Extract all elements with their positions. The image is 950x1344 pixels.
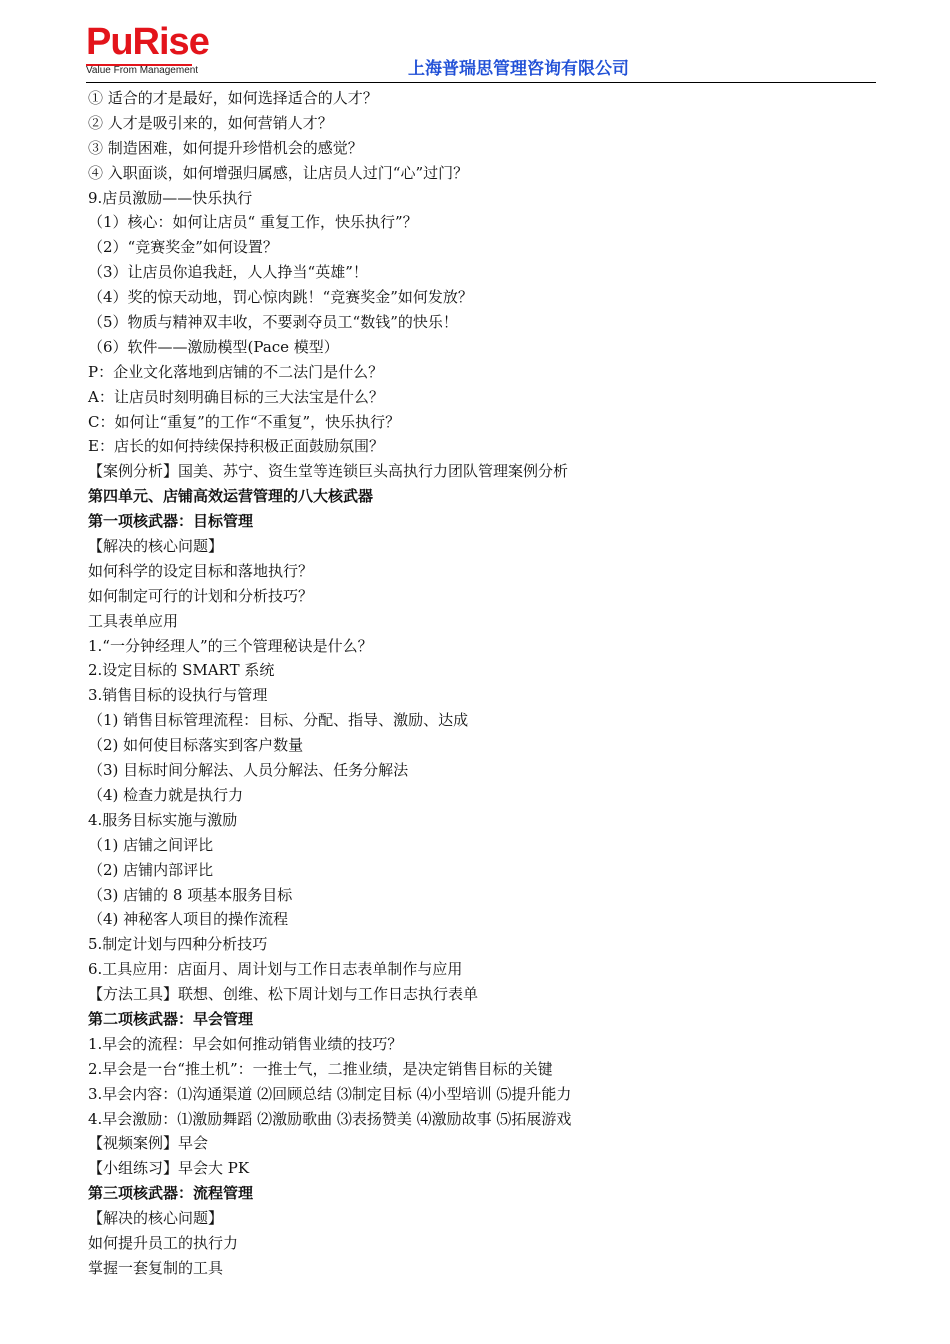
text-line: 6.工具应用：店面月、周计划与工作日志表单制作与应用 xyxy=(88,960,463,979)
text-line: 3.早会内容：⑴沟通渠道 ⑵回顾总结 ⑶制定目标 ⑷小型培训 ⑸提升能力 xyxy=(88,1084,572,1103)
text-line: 4.服务目标实施与激励 xyxy=(88,810,238,829)
text-line: ③ 制造困难，如何提升珍惜机会的感觉？ xyxy=(88,138,363,157)
text-line: （2）“竞赛奖金”如何设置？ xyxy=(88,238,278,257)
text-line: （6）软件——激励模型(Pace 模型） xyxy=(88,337,339,356)
text-line: ④ 入职面谈，如何增强归属感，让店员人过门“心”过门？ xyxy=(88,163,469,182)
document-body xyxy=(88,86,848,1281)
text-line: 工具表单应用 xyxy=(88,611,179,630)
text-line: （2) 店铺内部评比 xyxy=(88,860,214,879)
text-line: 如何提升员工的执行力 xyxy=(88,1233,239,1252)
text-line: E：店长的如何持续保持积极正面鼓励氛围？ xyxy=(88,437,384,456)
header-divider xyxy=(86,82,876,83)
text-line: A：让店员时刻明确目标的三大法宝是什么？ xyxy=(88,387,384,406)
text-line: C：如何让“重复”的工作“不重复”，快乐执行？ xyxy=(88,412,401,431)
section-heading: 第四单元、店铺高效运营管理的八大核武器 xyxy=(88,487,374,506)
text-line: （1）核心：如何让店员“ 重复工作，快乐执行”？ xyxy=(88,213,418,232)
section-heading: 第一项核武器：目标管理 xyxy=(88,512,254,531)
text-line: 2.早会是一台“推土机”：一推士气，二推业绩，是决定销售目标的关键 xyxy=(88,1059,553,1078)
text-line: 2.设定目标的 SMART 系统 xyxy=(88,661,275,680)
company-name: 上海普瑞思管理咨询有限公司 xyxy=(408,59,629,79)
text-line: 1.“一分钟经理人”的三个管理秘诀是什么？ xyxy=(88,636,373,655)
text-line: （4）奖的惊天动地，罚心惊肉跳！“竞赛奖金”如何发放？ xyxy=(88,288,473,307)
logo-wordmark: PuRise xyxy=(86,21,209,63)
text-line: （1) 销售目标管理流程：目标、分配、指导、激励、达成 xyxy=(88,711,469,730)
text-line: 【视频案例】早会 xyxy=(88,1134,209,1153)
text-line: （3) 目标时间分解法、人员分解法、任务分解法 xyxy=(88,761,409,780)
text-line: ① 适合的才是最好，如何选择适合的人才？ xyxy=(88,89,378,107)
text-line: （3）让店员你追我赶，人人挣当“英雄”！ xyxy=(88,263,368,282)
text-line: 【解决的核心问题】 xyxy=(88,1209,224,1228)
page-header xyxy=(86,21,876,84)
text-line: 9.店员激励——快乐执行 xyxy=(88,188,253,207)
text-line: （4) 检查力就是执行力 xyxy=(88,785,244,804)
text-line: 掌握一套复制的工具 xyxy=(88,1258,224,1277)
text-line: 【小组练习】早会大 PK xyxy=(88,1159,250,1178)
text-line: 4.早会激励：⑴激励舞蹈 ⑵激励歌曲 ⑶表扬赞美 ⑷激励故事 ⑸拓展游戏 xyxy=(88,1109,572,1128)
text-line: （5）物质与精神双丰收，不要剥夺员工“数钱”的快乐！ xyxy=(88,313,458,332)
logo-tagline: Value From Management xyxy=(86,65,199,76)
text-line: （4) 神秘客人项目的操作流程 xyxy=(88,910,289,929)
text-line: （3) 店铺的 8 项基本服务目标 xyxy=(88,885,293,904)
text-line: 3.销售目标的设执行与管理 xyxy=(88,686,268,705)
text-line: ② 人才是吸引来的，如何营销人才？ xyxy=(88,113,333,132)
text-line: P：企业文化落地到店铺的不二法门是什么？ xyxy=(88,362,384,381)
section-heading: 第二项核武器：早会管理 xyxy=(88,1009,254,1028)
text-line: 5.制定计划与四种分析技巧 xyxy=(88,935,268,954)
section-heading: 第三项核武器：流程管理 xyxy=(88,1184,254,1203)
text-line: 【方法工具】联想、创维、松下周计划与工作日志执行表单 xyxy=(88,985,479,1004)
text-line: （2) 如何使目标落实到客户数量 xyxy=(88,736,304,755)
text-line: 【案例分析】国美、苏宁、资生堂等连锁巨头高执行力团队管理案例分析 xyxy=(88,462,569,481)
text-line: （1) 店铺之间评比 xyxy=(88,835,214,854)
purise-logo xyxy=(86,21,209,80)
text-line: 如何科学的设定目标和落地执行？ xyxy=(88,561,314,580)
text-line: 【解决的核心问题】 xyxy=(88,537,224,556)
text-line: 如何制定可行的计划和分析技巧？ xyxy=(88,586,314,605)
text-line: 1.早会的流程：早会如何推动销售业绩的技巧？ xyxy=(88,1034,403,1053)
